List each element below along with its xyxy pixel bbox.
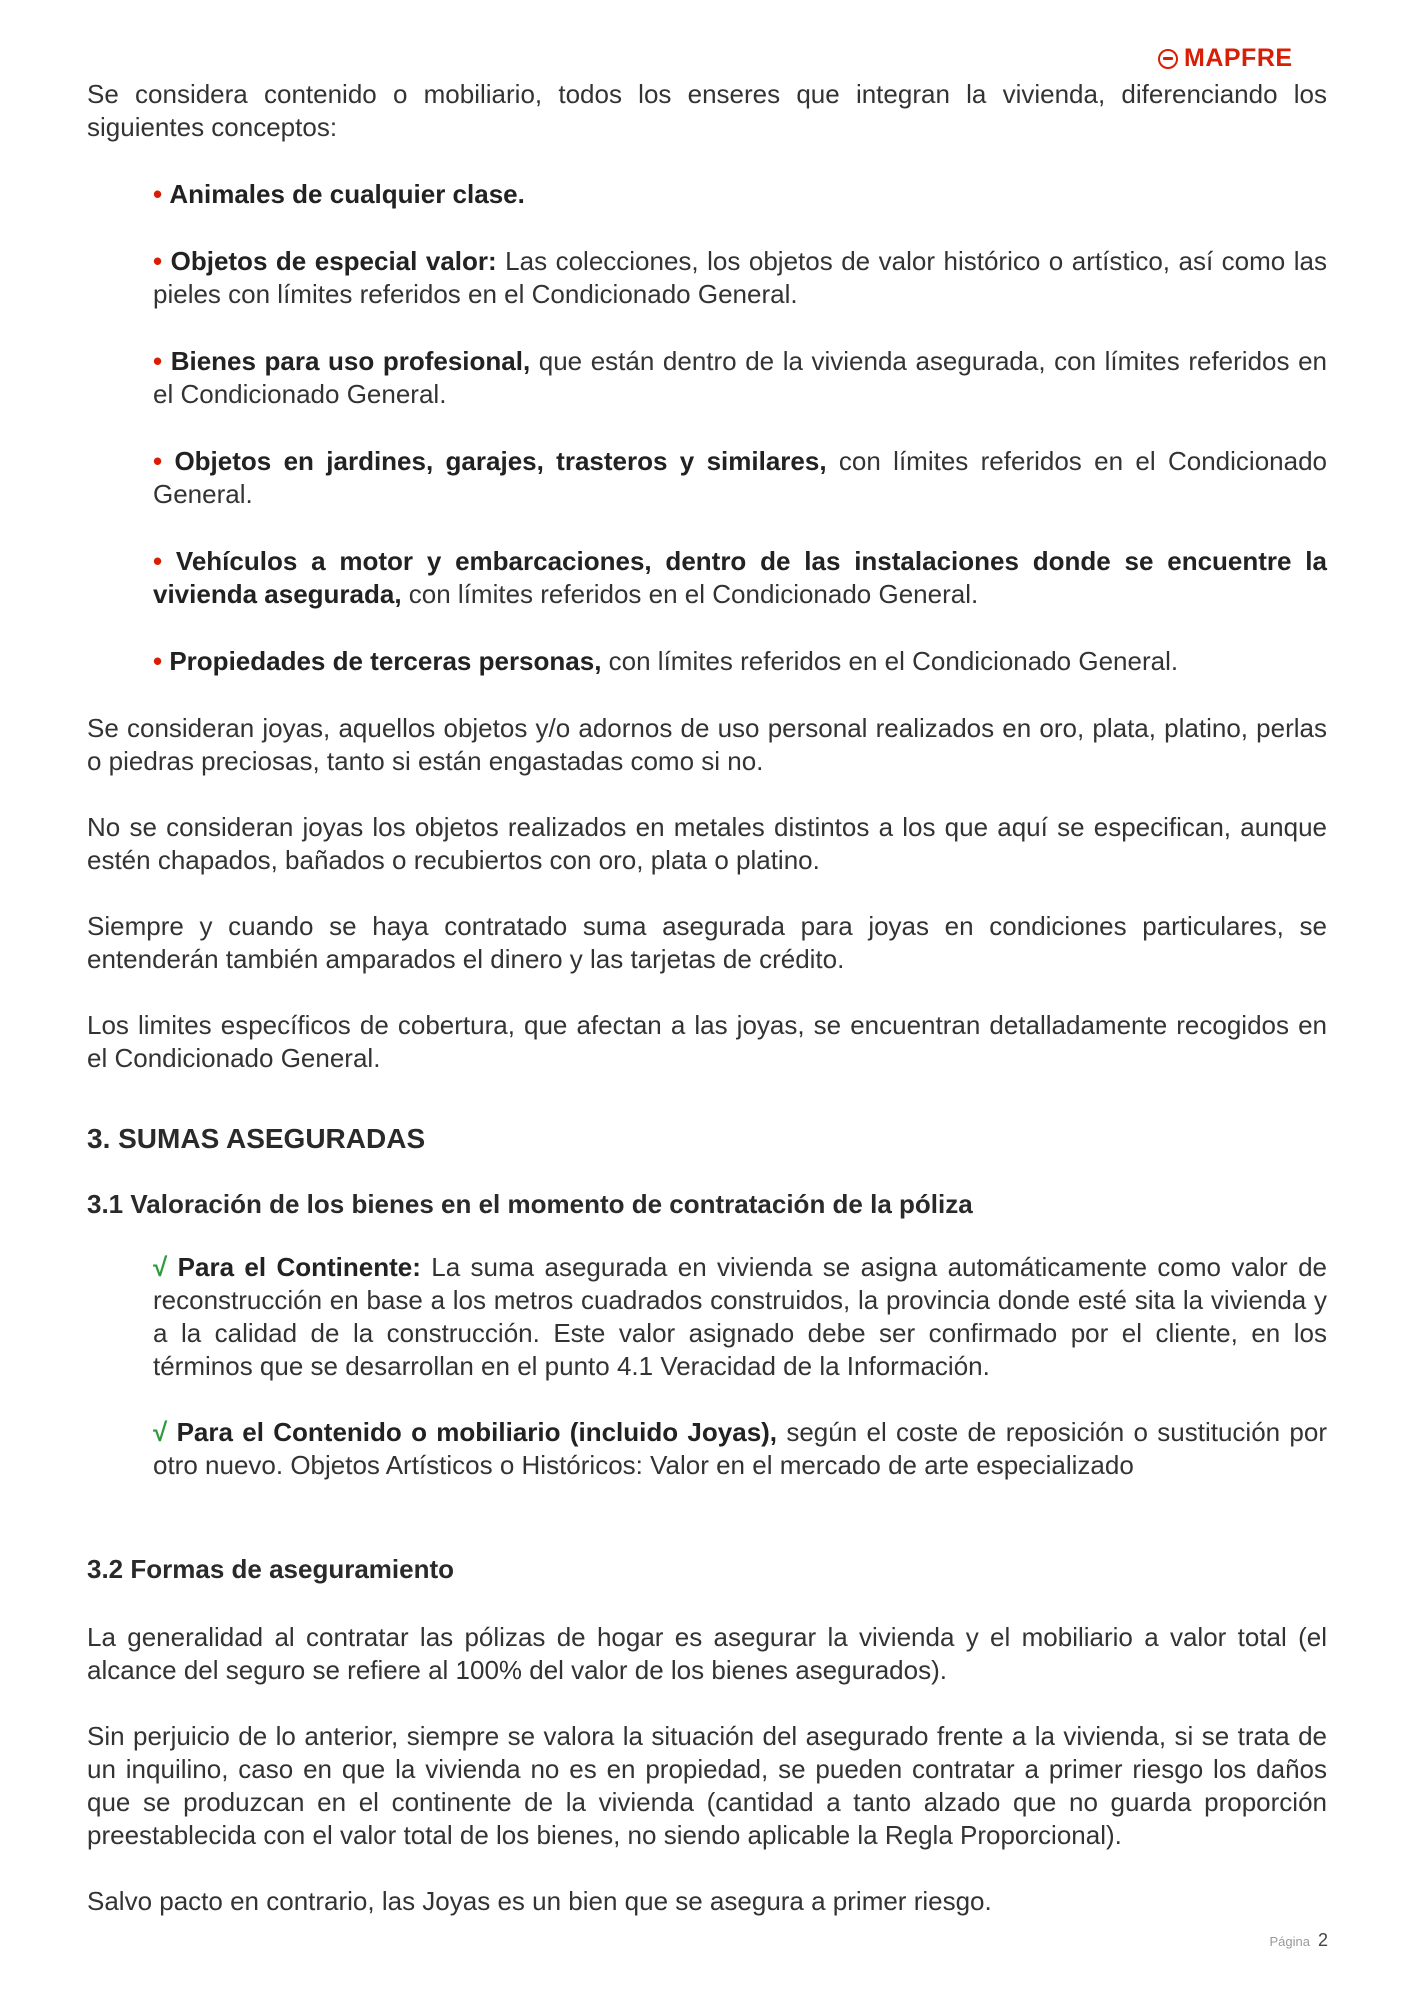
page-footer	[1270, 1930, 1329, 1951]
body-paragraph: Siempre y cuando se haya contratado suma asegurada para joyas en condiciones particulares, se entenderán también amparados el dinero y las tarjetas de crédito.	[87, 911, 1327, 974]
bullet-icon: •	[153, 646, 163, 676]
intro-paragraph: Se considera contenido o mobiliario, todos los enseres que integran la vivienda, diferenciando los siguientes conceptos:	[87, 79, 1327, 142]
bullet-item: • Animales de cualquier clase.	[153, 179, 525, 209]
body-paragraph: No se consideran joyas los objetos realizados en metales distintos a los que aquí se especifican, aunque estén chapados, bañados o recubiertos con oro, plata o platino.	[87, 812, 1327, 875]
bullet-icon: •	[153, 179, 163, 209]
page-label: Página	[1269, 1934, 1310, 1949]
body-paragraph: Los limites específicos de cobertura, que afectan a las joyas, se encuentran detalladamente recogidos en el Condicionado General.	[87, 1010, 1327, 1073]
check-item: √ Para el Contenido o mobiliario (incluido Joyas), según el coste de reposición o sustitución por otro nuevo. Objetos Artísticos o Históricos: Valor en el mercado de arte especializado	[153, 1417, 1327, 1480]
bullet-icon: •	[153, 546, 163, 576]
mapfre-logo	[1158, 44, 1293, 73]
checkmark-icon: √	[153, 1417, 168, 1447]
check-item: √ Para el Continente: La suma asegurada en vivienda se asigna automáticamente como valor de reconstrucción en base a los metros cuadrados construidos, la provincia donde esté sita la vivienda y a la calidad de la construcción. Este valor asignado debe ser confirmado por el cliente, en los términos que se desarrollan en el punto 4.1 Veracidad de la Información.	[153, 1252, 1327, 1381]
subsection-title: 3.2 Formas de aseguramiento	[87, 1554, 455, 1584]
bullet-item: • Objetos de especial valor: Las colecciones, los objetos de valor histórico o artístico, así como las pieles con límites referidos en el Condicionado General.	[153, 246, 1327, 309]
checkmark-icon: √	[153, 1252, 168, 1282]
bullet-item: • Bienes para uso profesional, que están dentro de la vivienda asegurada, con límites referidos en el Condicionado General.	[153, 346, 1327, 409]
body-paragraph: Se consideran joyas, aquellos objetos y/o adornos de uso personal realizados en oro, plata, platino, perlas o piedras preciosas, tanto si están engastadas como si no.	[87, 713, 1327, 776]
bullet-item: • Objetos en jardines, garajes, trasteros y similares, con límites referidos en el Condicionado General.	[153, 446, 1327, 509]
bullet-item: • Propiedades de terceras personas, con límites referidos en el Condicionado General.	[153, 646, 1179, 676]
bullet-icon: •	[153, 446, 163, 476]
bullet-item: • Vehículos a motor y embarcaciones, dentro de las instalaciones donde se encuentre la vivienda asegurada, con límites referidos en el Condicionado General.	[153, 546, 1327, 609]
subsection-title: 3.1 Valoración de los bienes en el momento de contratación de la póliza	[87, 1189, 973, 1219]
page-number: 2	[1317, 1930, 1328, 1950]
body-paragraph: La generalidad al contratar las pólizas de hogar es asegurar la vivienda y el mobiliario a valor total (el alcance del seguro se refiere al 100% del valor de los bienes asegurados).	[87, 1622, 1327, 1685]
bullet-icon: •	[153, 246, 163, 276]
bullet-icon: •	[153, 346, 163, 376]
section-title: 3. SUMAS ASEGURADAS	[87, 1123, 426, 1154]
page-content	[87, 78, 1327, 1918]
mapfre-logo-icon	[1158, 49, 1178, 69]
logo-text: MAPFRE	[1184, 44, 1293, 72]
body-paragraph: Salvo pacto en contrario, las Joyas es un bien que se asegura a primer riesgo.	[87, 1886, 992, 1916]
body-paragraph: Sin perjuicio de lo anterior, siempre se valora la situación del asegurado frente a la vivienda, si se trata de un inquilino, caso en que la vivienda no es en propiedad, se pueden contratar a primer riesgo los daños que se produzcan en el continente de la vivienda (cantidad a tanto alzado que no guarda proporción preestablecida con el valor total de los bienes, no siendo aplicable la Regla Proporcional).	[87, 1721, 1327, 1850]
